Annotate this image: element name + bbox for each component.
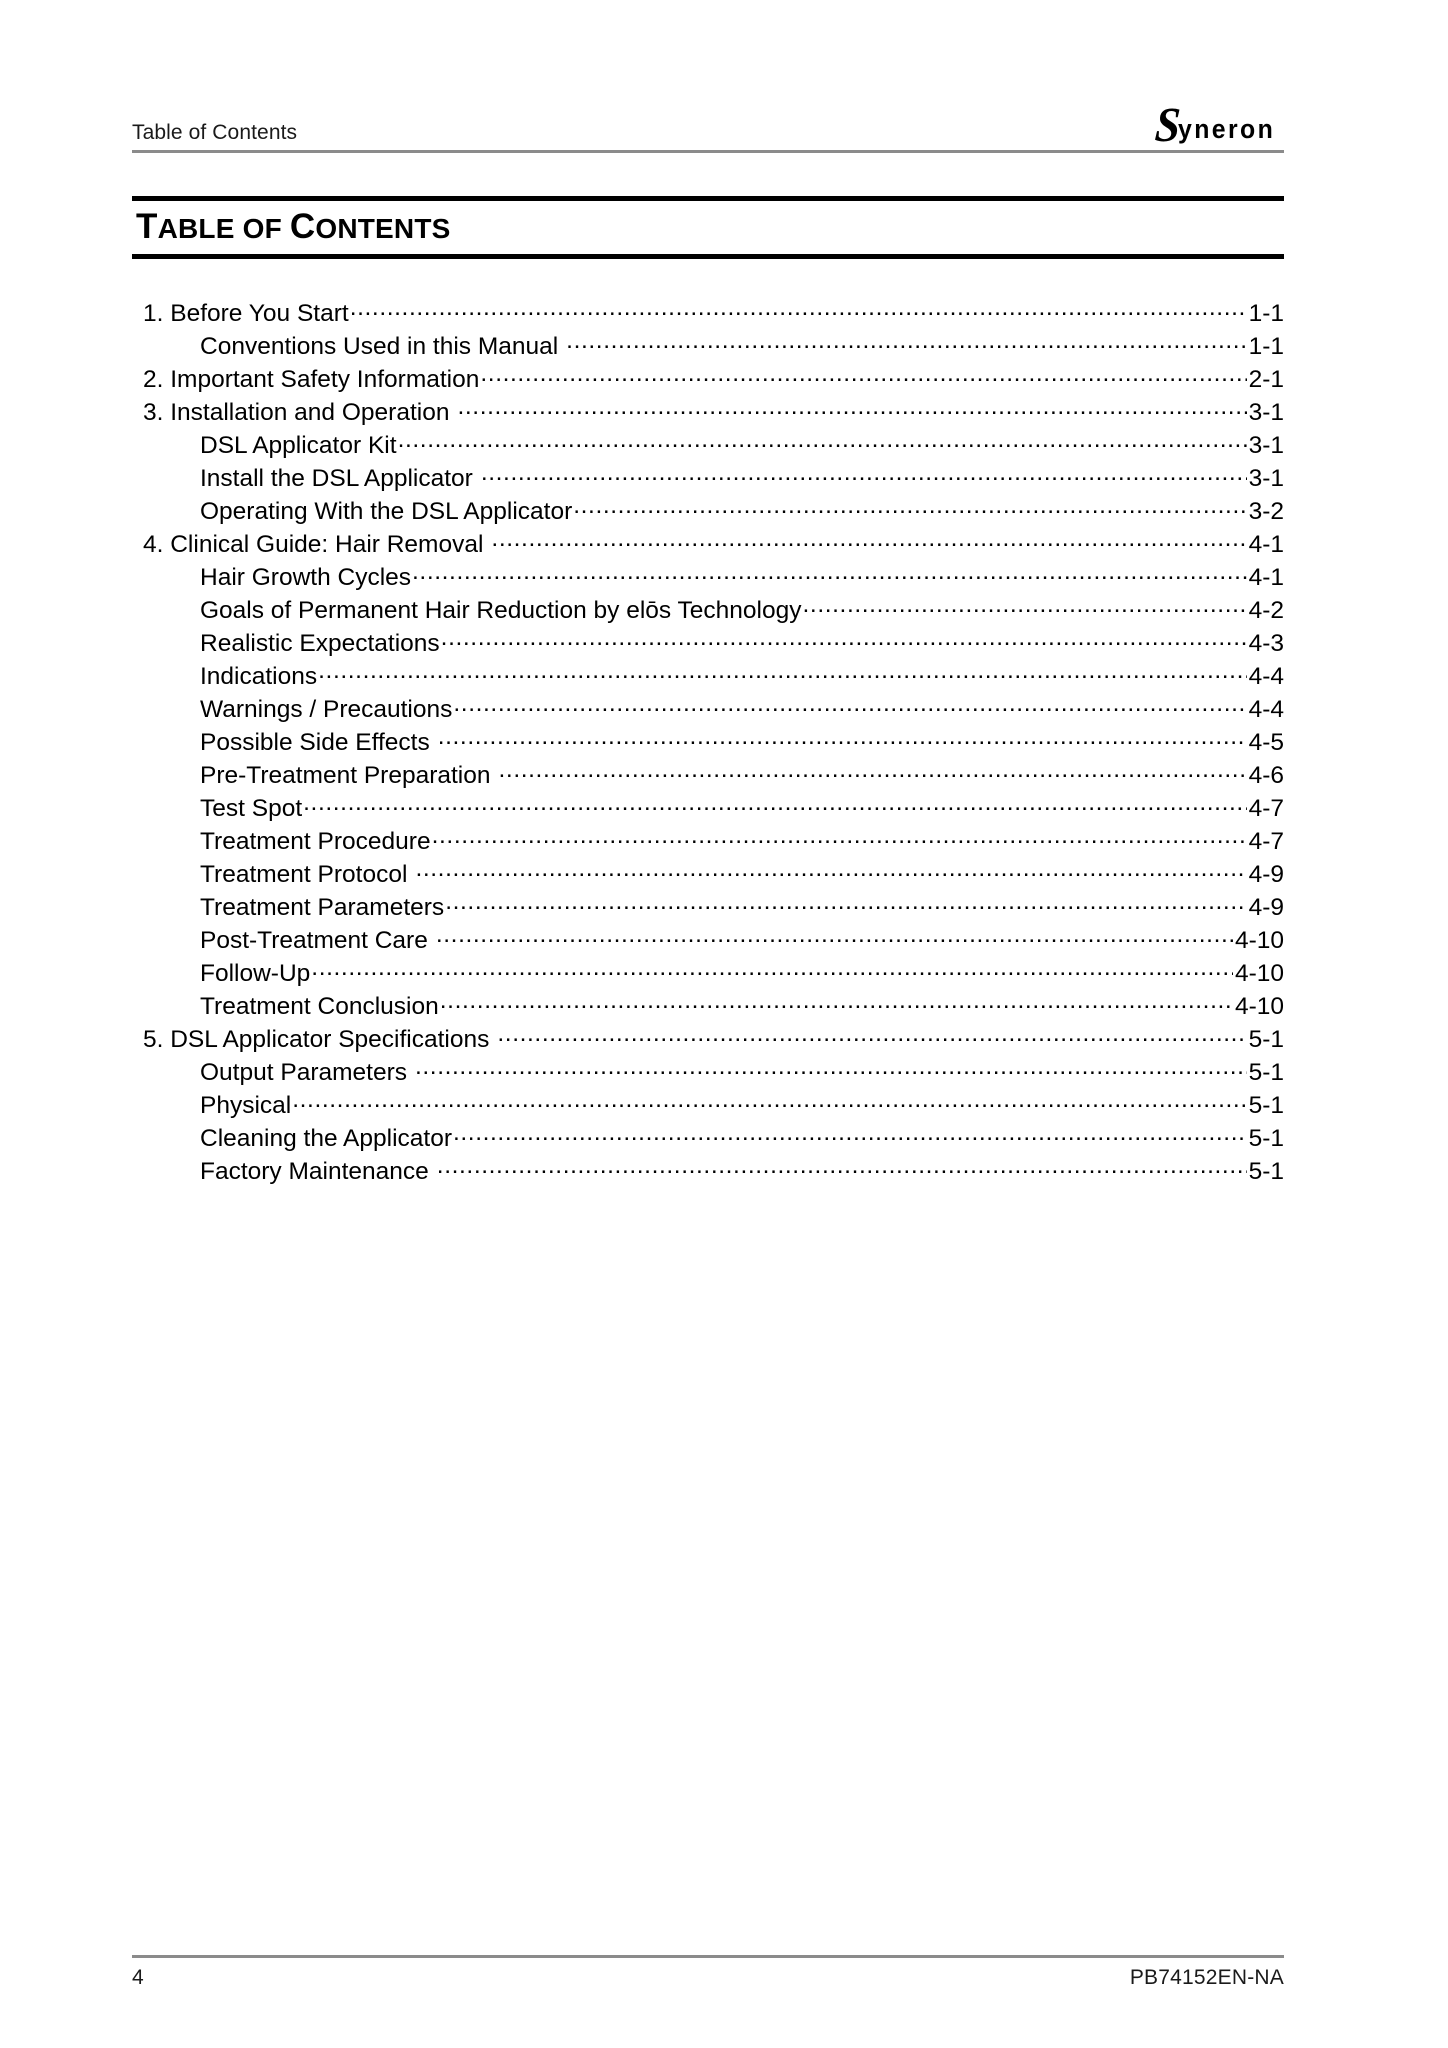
toc-entry-page-number: 4-3 xyxy=(1248,629,1284,657)
toc-entry[interactable] xyxy=(132,1088,1284,1121)
toc-entry[interactable] xyxy=(132,329,1284,362)
toc-entry-label: 4. Clinical Guide: Hair Removal xyxy=(143,530,484,558)
page-title-part-0: T xyxy=(136,207,158,246)
toc-entry[interactable] xyxy=(132,527,1284,560)
toc-entry[interactable] xyxy=(132,890,1284,923)
page-title-part-3: ONTENTS xyxy=(315,213,451,244)
toc-dot-leader xyxy=(415,1055,1247,1080)
footer-document-code: PB74152EN-NA xyxy=(1129,1966,1284,1989)
toc-dot-leader xyxy=(440,989,1233,1014)
logo-initial-letter: S xyxy=(1153,97,1181,152)
toc-entry-page-number: 5-1 xyxy=(1248,1058,1284,1086)
toc-entry-label: Realistic Expectations xyxy=(200,629,440,657)
toc-dot-leader xyxy=(480,362,1246,387)
toc-entry-label: Follow-Up xyxy=(200,959,311,987)
toc-entry[interactable] xyxy=(132,758,1284,791)
logo-wordmark-text: yneron xyxy=(1178,114,1276,144)
toc-entry[interactable] xyxy=(132,857,1284,890)
toc-dot-leader xyxy=(803,593,1247,618)
toc-entry-label: Factory Maintenance xyxy=(200,1157,429,1185)
toc-entry[interactable] xyxy=(132,989,1284,1022)
toc-entry[interactable] xyxy=(132,1154,1284,1187)
toc-entry-page-number: 4-5 xyxy=(1248,728,1284,756)
toc-entry-page-number: 4-9 xyxy=(1248,893,1284,921)
toc-dot-leader xyxy=(566,329,1246,354)
toc-entry-page-number: 3-1 xyxy=(1248,464,1284,492)
toc-entry-label: Treatment Protocol xyxy=(200,860,408,888)
toc-dot-leader xyxy=(445,890,1246,915)
toc-entry-page-number: 5-1 xyxy=(1248,1124,1284,1152)
footer-page-number: 4 xyxy=(132,1966,144,1989)
syneron-logo xyxy=(1153,97,1284,152)
toc-entry-page-number: 4-10 xyxy=(1234,992,1284,1020)
toc-entry[interactable] xyxy=(132,692,1284,725)
toc-entry-page-number: 4-9 xyxy=(1248,860,1284,888)
toc-entry-page-number: 4-1 xyxy=(1248,563,1284,591)
toc-dot-leader xyxy=(481,461,1247,486)
toc-entry[interactable] xyxy=(132,461,1284,494)
toc-entry-label: Hair Growth Cycles xyxy=(200,563,412,591)
toc-entry-label: Treatment Conclusion xyxy=(200,992,439,1020)
toc-entry-page-number: 3-2 xyxy=(1248,497,1284,525)
toc-entry[interactable] xyxy=(132,1055,1284,1088)
toc-entry-label: Indications xyxy=(200,662,318,690)
page-header xyxy=(132,97,1284,153)
toc-dot-leader xyxy=(497,1022,1246,1047)
toc-dot-leader xyxy=(499,758,1247,783)
toc-entry-label: Physical xyxy=(200,1091,292,1119)
toc-entry-label: Cleaning the Applicator xyxy=(200,1124,452,1152)
toc-entry[interactable] xyxy=(132,659,1284,692)
toc-entry-page-number: 4-4 xyxy=(1248,662,1284,690)
toc-dot-leader xyxy=(491,527,1246,552)
toc-entry-page-number: 4-4 xyxy=(1248,695,1284,723)
toc-dot-leader xyxy=(438,725,1247,750)
toc-entry-page-number: 4-1 xyxy=(1248,530,1284,558)
toc-entry[interactable] xyxy=(132,296,1284,329)
toc-entry-label: Conventions Used in this Manual xyxy=(200,332,559,360)
toc-entry-label: Treatment Parameters xyxy=(200,893,445,921)
toc-entry-page-number: 5-1 xyxy=(1248,1025,1284,1053)
toc-dot-leader xyxy=(292,1088,1246,1113)
page-footer xyxy=(132,1955,1284,1990)
toc-entry-label: 1. Before You Start xyxy=(143,299,349,327)
title-block xyxy=(132,196,1284,259)
toc-dot-leader xyxy=(412,560,1247,585)
toc-dot-leader xyxy=(432,824,1247,849)
toc-entry-label: Test Spot xyxy=(200,794,303,822)
toc-entry[interactable] xyxy=(132,725,1284,758)
toc-entry[interactable] xyxy=(132,395,1284,428)
toc-entry[interactable] xyxy=(132,824,1284,857)
toc-entry[interactable] xyxy=(132,791,1284,824)
toc-dot-leader xyxy=(457,395,1246,420)
toc-entry-label: Install the DSL Applicator xyxy=(200,464,473,492)
toc-entry-label: Warnings / Precautions xyxy=(200,695,453,723)
table-of-contents-list xyxy=(132,296,1284,1187)
toc-dot-leader xyxy=(453,692,1246,717)
toc-dot-leader xyxy=(350,296,1247,321)
toc-dot-leader xyxy=(318,659,1246,684)
toc-entry-page-number: 4-7 xyxy=(1248,794,1284,822)
toc-entry-page-number: 4-7 xyxy=(1248,827,1284,855)
toc-entry[interactable] xyxy=(132,362,1284,395)
toc-entry[interactable] xyxy=(132,494,1284,527)
toc-entry-page-number: 4-2 xyxy=(1248,596,1284,624)
toc-entry[interactable] xyxy=(132,560,1284,593)
page-title-part-2: C xyxy=(289,207,316,246)
toc-entry-label: Possible Side Effects xyxy=(200,728,430,756)
toc-entry-label: 3. Installation and Operation xyxy=(143,398,450,426)
toc-dot-leader xyxy=(573,494,1246,519)
toc-entry-label: Goals of Permanent Hair Reduction by elōs Technology xyxy=(200,596,802,624)
toc-entry[interactable] xyxy=(132,428,1284,461)
toc-dot-leader xyxy=(303,791,1246,816)
toc-entry-page-number: 3-1 xyxy=(1248,398,1284,426)
toc-dot-leader xyxy=(453,1121,1247,1146)
toc-dot-leader xyxy=(441,626,1247,651)
toc-entry[interactable] xyxy=(132,956,1284,989)
toc-entry-label: 2. Important Safety Information xyxy=(143,365,480,393)
page-title xyxy=(136,207,1284,246)
toc-dot-leader xyxy=(311,956,1233,981)
toc-entry-page-number: 4-10 xyxy=(1234,959,1284,987)
toc-entry[interactable] xyxy=(132,593,1284,626)
toc-entry-label: Treatment Procedure xyxy=(200,827,431,855)
toc-entry[interactable] xyxy=(132,1022,1284,1055)
toc-entry[interactable] xyxy=(132,1121,1284,1154)
toc-entry-label: Post-Treatment Care xyxy=(200,926,428,954)
toc-entry-label: DSL Applicator Kit xyxy=(200,431,397,459)
header-title: Table of Contents xyxy=(132,120,298,144)
toc-dot-leader xyxy=(415,857,1246,882)
toc-entry-page-number: 1-1 xyxy=(1248,332,1284,360)
toc-entry-page-number: 3-1 xyxy=(1248,431,1284,459)
toc-entry-page-number: 4-6 xyxy=(1248,761,1284,789)
toc-dot-leader xyxy=(398,428,1247,453)
toc-entry-label: 5. DSL Applicator Specifications xyxy=(143,1025,490,1053)
toc-entry-label: Operating With the DSL Applicator xyxy=(200,497,573,525)
toc-entry-page-number: 2-1 xyxy=(1248,365,1284,393)
toc-entry-page-number: 5-1 xyxy=(1248,1157,1284,1185)
toc-dot-leader xyxy=(436,923,1233,948)
toc-entry-page-number: 4-10 xyxy=(1234,926,1284,954)
toc-entry-page-number: 1-1 xyxy=(1248,299,1284,327)
toc-entry[interactable] xyxy=(132,923,1284,956)
toc-entry-page-number: 5-1 xyxy=(1248,1091,1284,1119)
toc-entry-label: Output Parameters xyxy=(200,1058,407,1086)
toc-entry[interactable] xyxy=(132,626,1284,659)
page-title-part-1: ABLE OF xyxy=(157,213,290,244)
toc-entry-label: Pre-Treatment Preparation xyxy=(200,761,491,789)
toc-dot-leader xyxy=(437,1154,1247,1179)
